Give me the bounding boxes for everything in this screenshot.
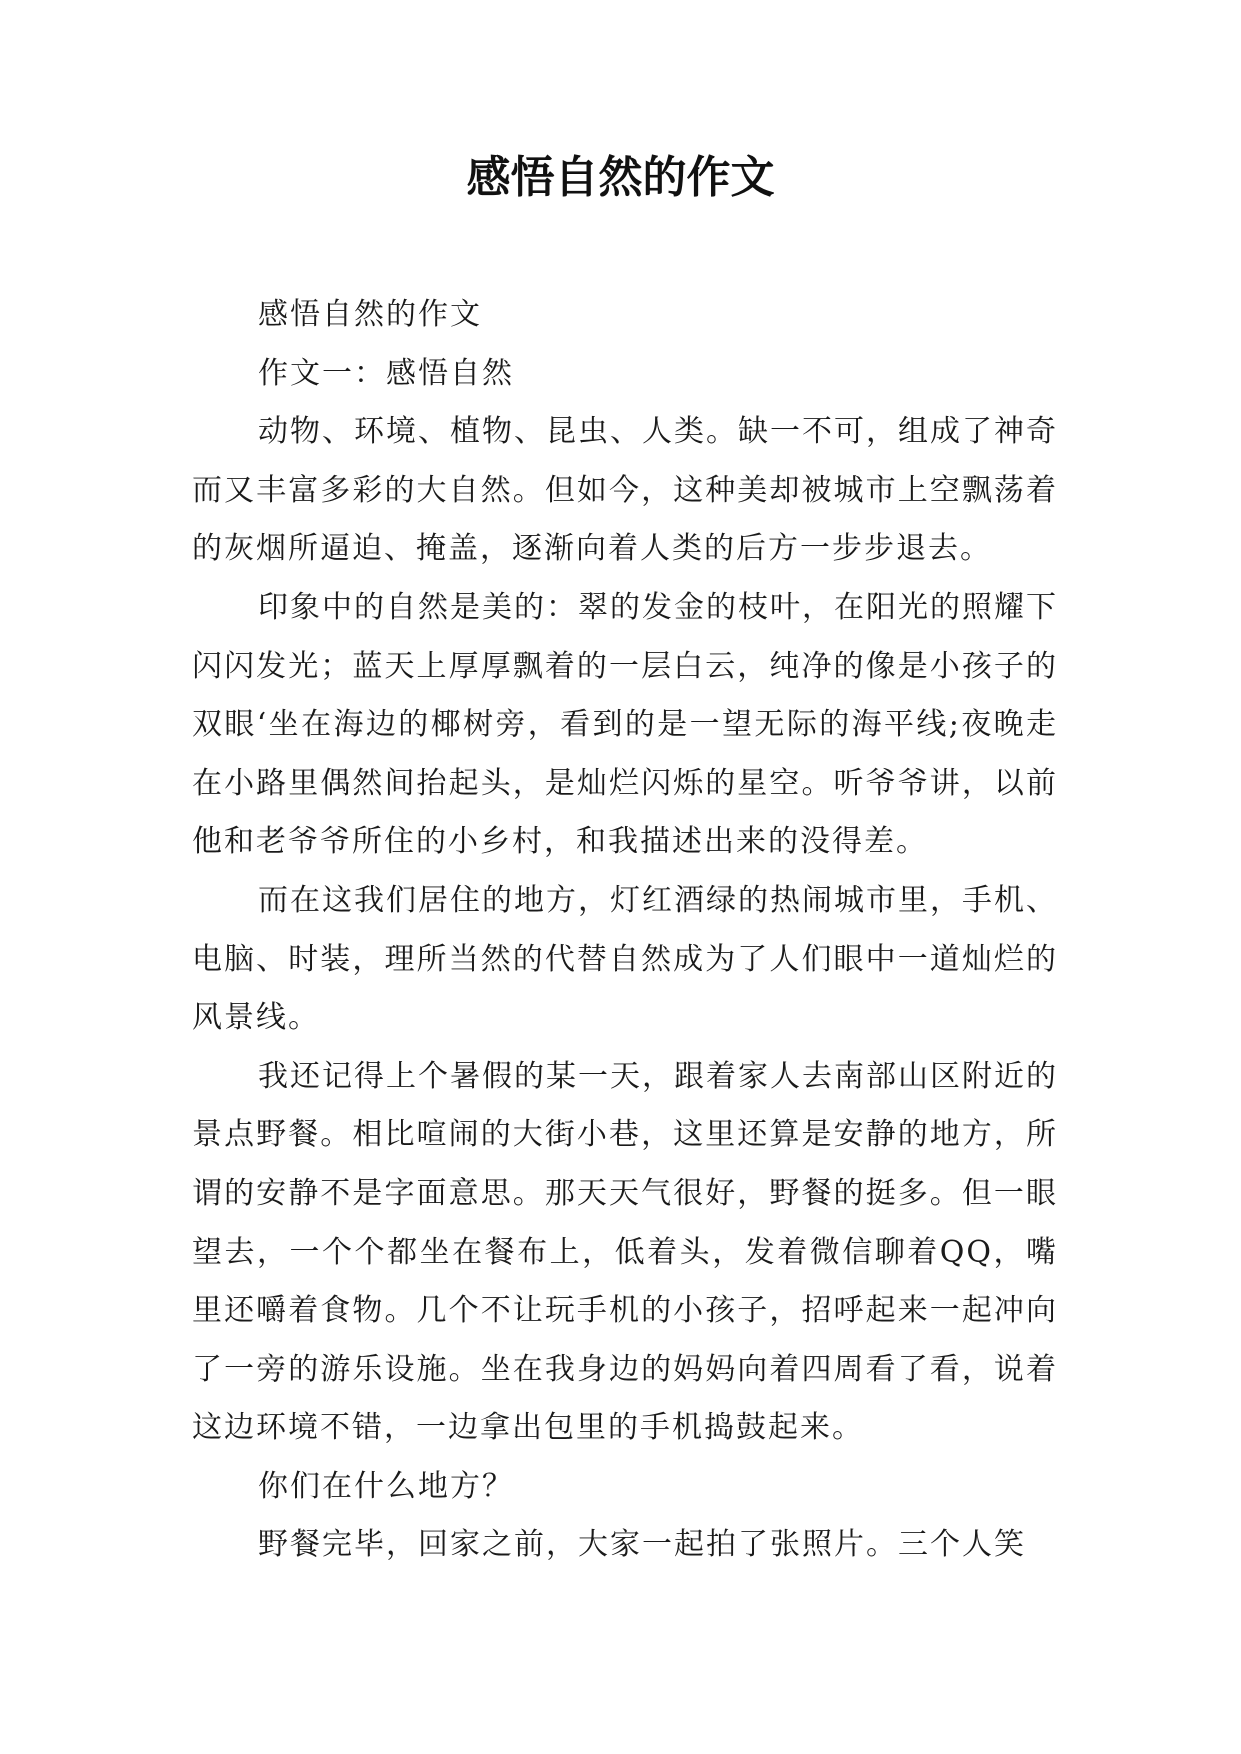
paragraph-subheading: 作文一：感悟自然: [258, 355, 514, 391]
paragraph: 野餐完毕，回家之前，大家一起拍了张照片。三个人笑: [258, 1527, 1026, 1563]
paragraph: 印象中的自然是美的：翠的发金的枝叶，在阳光的照耀下闪闪发光；蓝天上厚厚飘着的一层白云，纯净的像是小孩子的双眼‘坐在海边的椰树旁，看到的是一望无际的海平线;夜晚走在小路里偶然间抬起头，是灿烂闪烁的星空。听爷爷讲，以前他和老爷爷所住的小乡村，和我描述出来的没得差。: [192, 589, 1058, 860]
document-title: 感悟自然的作文: [466, 152, 775, 203]
paragraph: 动物、环境、植物、昆虫、人类。缺一不可，组成了神奇而又丰富多彩的大自然。但如今，这种美却被城市上空飘荡着的灰烟所逼迫、掩盖，逐渐向着人类的后方一步步退去。: [192, 414, 1058, 567]
paragraph: 你们在什么地方？: [258, 1468, 514, 1504]
document-body: [192, 286, 1058, 1575]
paragraph-heading: 感悟自然的作文: [258, 297, 482, 332]
paragraph: 我还记得上个暑假的某一天，跟着家人去南部山区附近的景点野餐。相比喧闹的大街小巷，这里还算是安静的地方，所谓的安静不是字面意思。那天天气很好，野餐的挺多。但一眼望去，一个个都坐在餐布上，低着头，发着微信聊着QQ，嘴里还嚼着食物。几个不让玩手机的小孩子，招呼起来一起冲向了一旁的游乐设施。坐在我身边的妈妈向着四周看了看，说着这边环境不错，一边拿出包里的手机捣鼓起来。: [192, 1058, 1058, 1446]
paragraph: 而在这我们居住的地方，灯红酒绿的热闹城市里，手机、电脑、时装，理所当然的代替自然成为了人们眼中一道灿烂的风景线。: [192, 882, 1058, 1036]
